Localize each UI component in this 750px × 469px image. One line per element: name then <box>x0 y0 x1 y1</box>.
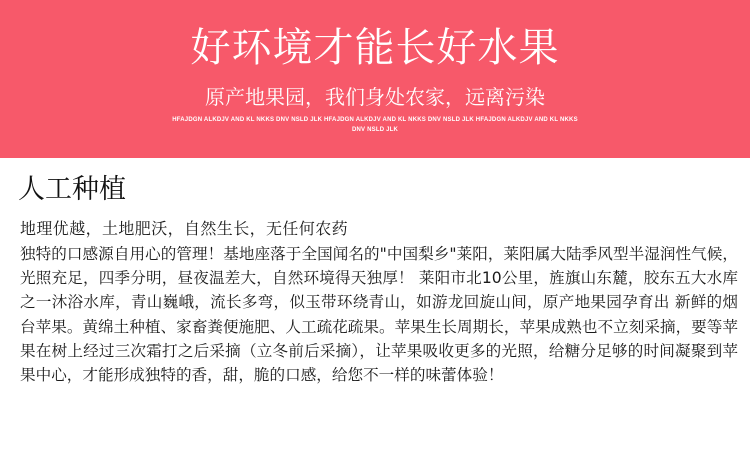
section-tagline: 地理优越，土地肥沃，自然生长，无任何农药 <box>20 219 349 238</box>
header-banner <box>0 0 750 158</box>
section-title: 人工种植 <box>18 174 126 205</box>
banner-title: 好环境才能长好水果 <box>190 25 560 71</box>
banner-subtitle: 原产地果园，我们身处农家，远离污染 <box>205 85 545 109</box>
banner-decorative-text: HFAJDGN ALKDJV AND KL NKKS DNV NSLD JLK HFAJDGN ALKDJV AND KL NKKS DNV NSLD JLK HFAJDGN ALKDJV AND KL NKKS DNV NSLD JLK <box>172 117 578 133</box>
content-section <box>0 158 750 469</box>
section-body-text: 独特的口感源自用心的管理！基地座落于全国闻名的"中国梨乡"莱阳，莱阳属大陆季风型半湿润性气候，光照充足，四季分明，昼夜温差大，自然环境得天独厚！ 莱阳市北10公里，旌旗山东麓，胶东五大水库之一沐浴水库，青山巍峨，流长多弯，似玉带环绕青山，如游龙回旋山间，原产地果园孕育出 新鲜的烟台苹果。黄绵土种植、家畜粪便施肥、人工疏花疏果。苹果生长周期长，苹果成熟也不立刻采摘，要等苹果在树上经过三次霜打之后采摘（立冬前后采摘），让苹果吸收更多的光照，给糖分足够的时间凝聚到苹果中心，才能形成独特的香，甜，脆的口感，给您不一样的味蕾体验！ <box>20 245 738 385</box>
